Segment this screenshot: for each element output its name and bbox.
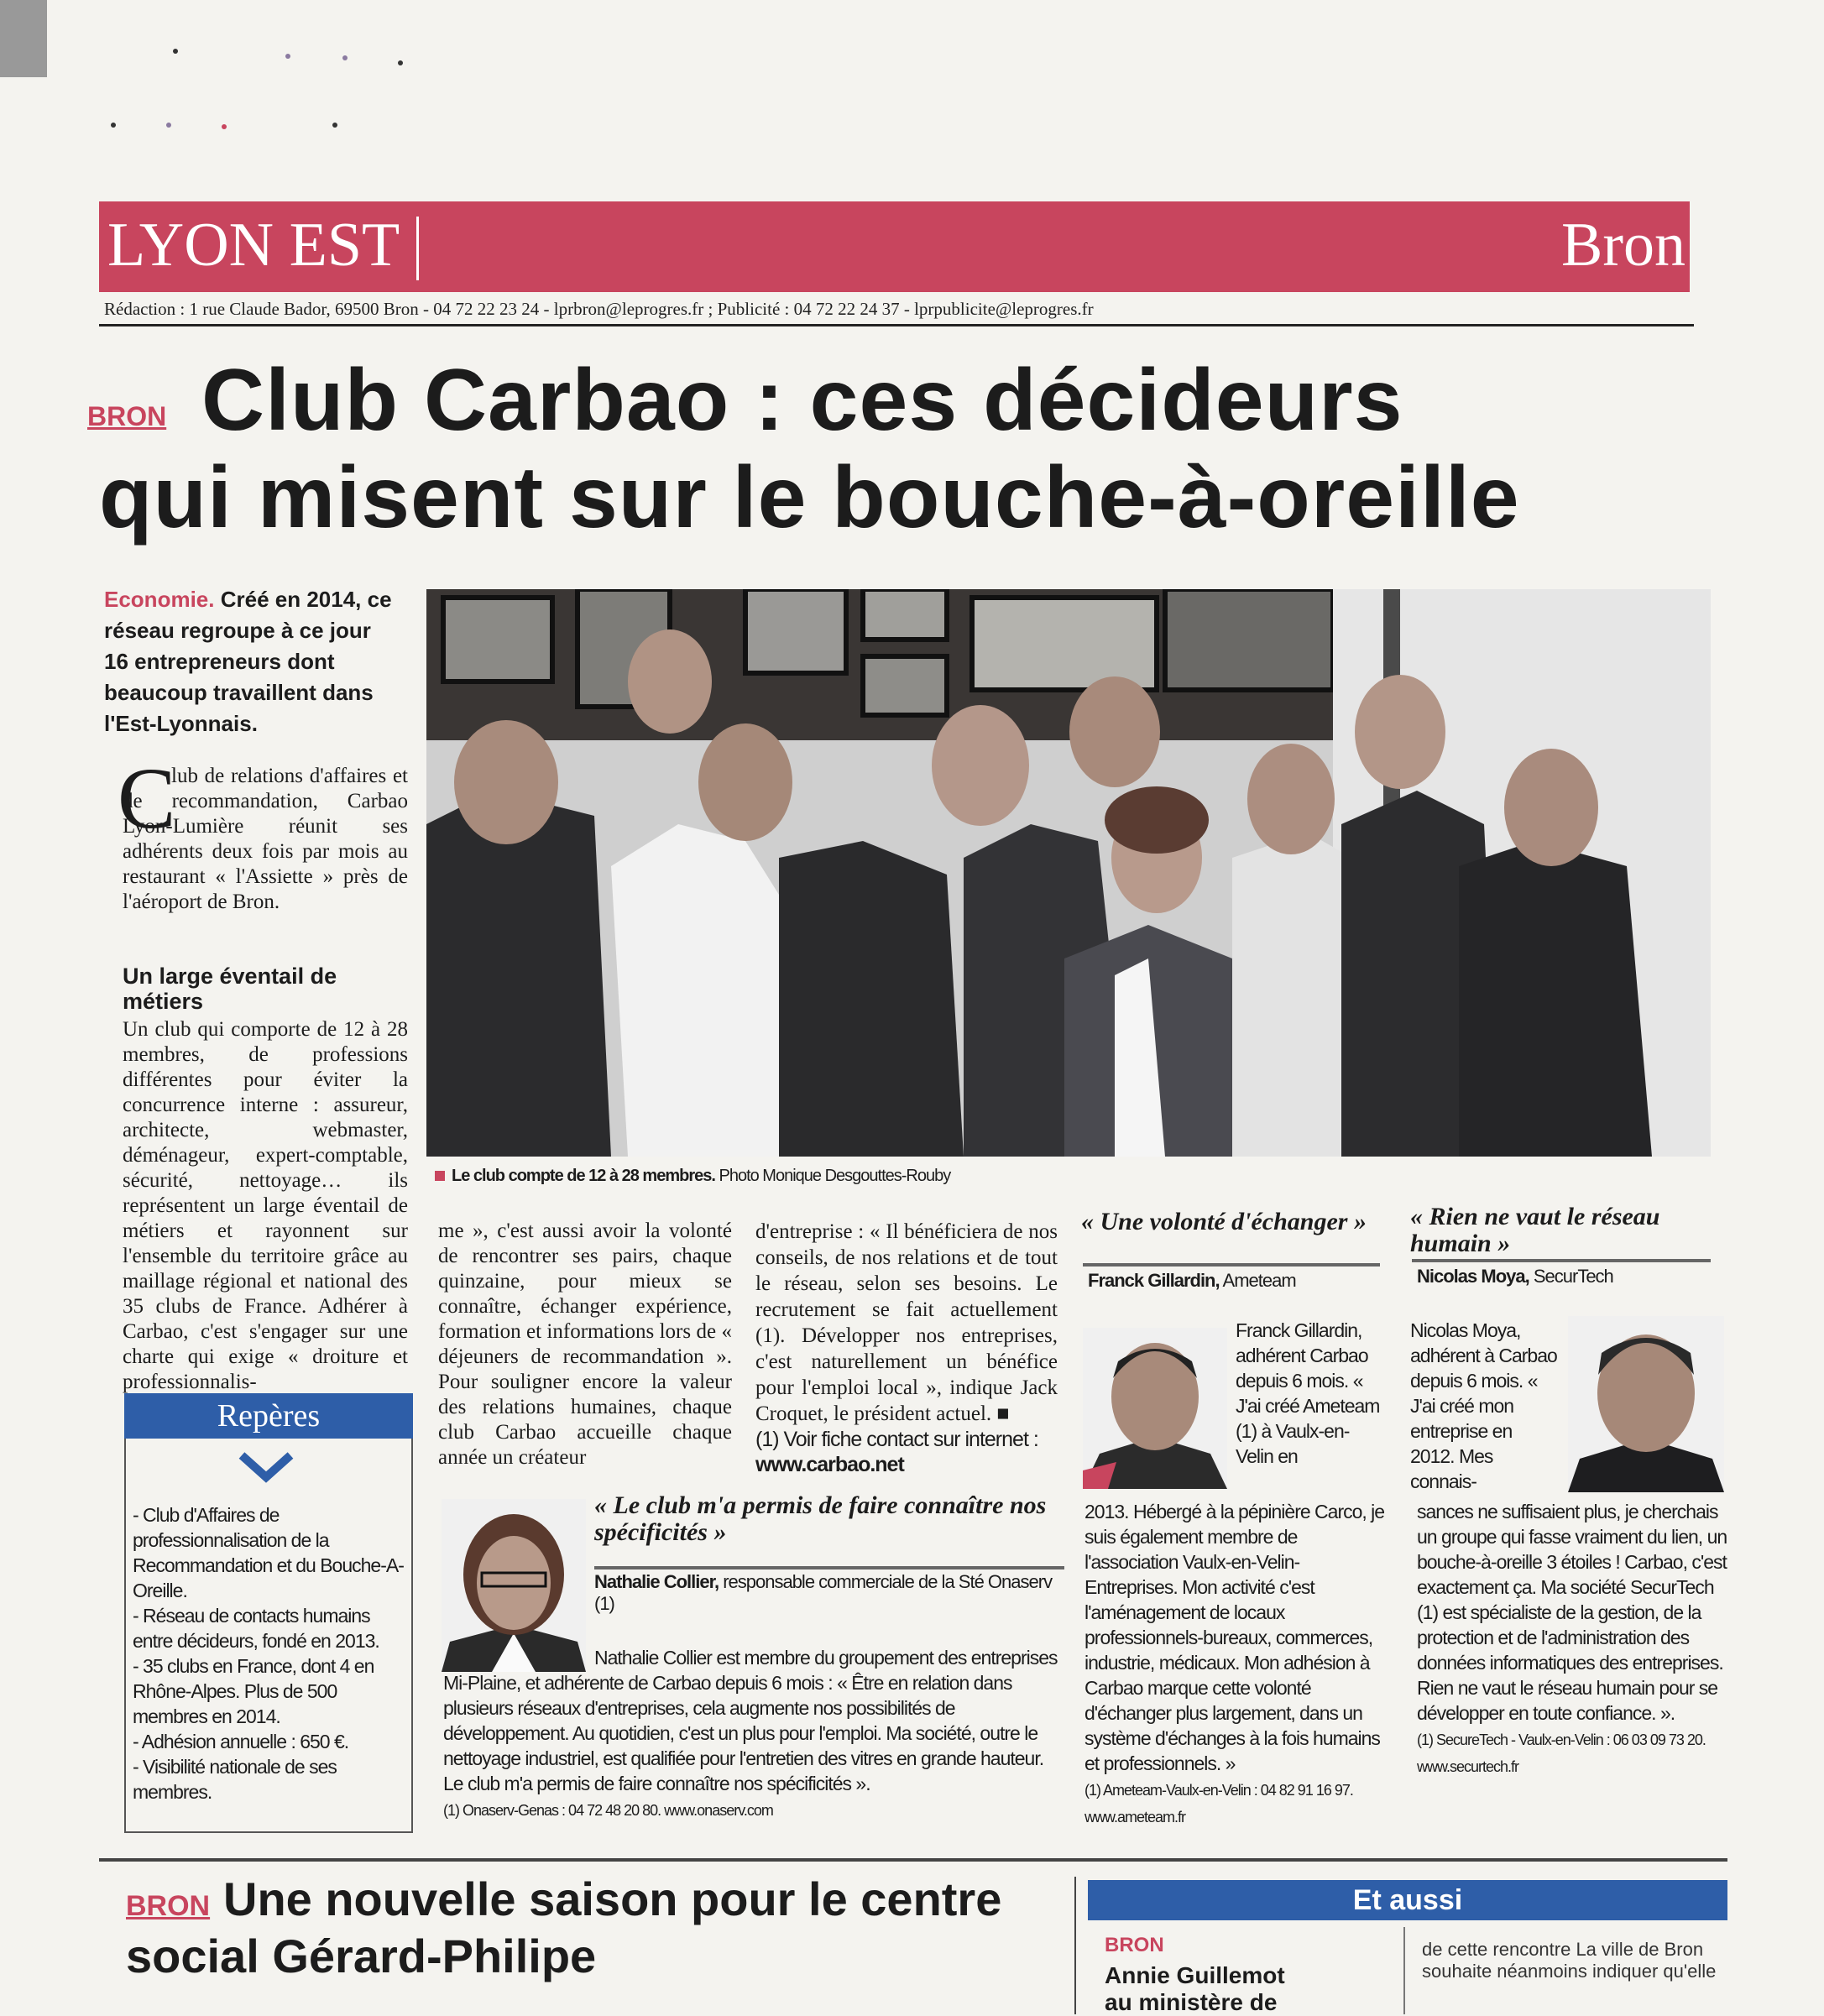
contact-note: (1) Voir fiche contact sur internet : [755, 1428, 1038, 1451]
interviewee-name: Nathalie Collier, [594, 1571, 719, 1592]
headline-line-2: qui misent sur le bouche-à-oreille [99, 449, 1520, 546]
interview-body-text: 2013. Hébergé à la pépinière Carco, je suis également membre de l'association Vaulx-en-Velin-Entreprises. Mon activité c'est l'aménagement de locaux professionnels-bureaux, commerces, industrie, médicaux. Mon adhésion à Carbao marque cette volonté d'échanger plus largement, dans un système d'échanges à la fois humains et professionnels. » [1084, 1501, 1385, 1774]
group-photo [426, 589, 1711, 1157]
footer-headline-line-1: Une nouvelle saison pour le centre [223, 1872, 1002, 1925]
footer-headline-line-2: social Gérard-Philipe [126, 1930, 597, 1982]
interview-body [443, 1645, 1064, 1823]
interview-body-text: sances ne suffisaient plus, je cherchais un groupe qui fasse vraiment du lien, un bouche-à-oreille 3 étoiles ! Carbao, c'est exactement ça. Ma société SecurTech (1) est spécialiste de la gestion, de la protection et de l'administration des données informatiques des entreprises. Rien ne vaut le réseau humain pour se développer en toute confiance. ». [1417, 1501, 1727, 1724]
reperes-item: - Réseau de contacts humains entre décideurs, fondé en 2013. [133, 1605, 379, 1652]
article-kicker: BRON [87, 401, 167, 431]
et-aussi-kicker: BRON [1105, 1934, 1164, 1956]
et-aussi-headline-line-1: Annie Guillemot [1105, 1962, 1285, 1988]
decor-dot [332, 123, 337, 128]
interview-body [1417, 1499, 1727, 1779]
chapo [104, 584, 398, 739]
et-aussi-headline-line-2: au ministère de [1105, 1989, 1278, 2015]
decor-dot [342, 55, 348, 60]
reperes-item: - Club d'Affaires de professionnalisation de la Recommandation et du Bouche-A-Oreille. [133, 1504, 404, 1601]
decor-dot [166, 123, 171, 128]
interview-byline [594, 1571, 1064, 1615]
body-column-1: Un club qui comporte de 12 à 28 membres, de professions différentes pour éviter la concurrence interne : assureur, architecte, webmaster, déménageur, expert-comptable, sécurité, nettoyage… ils représentent un large éventail de métiers et rayonnent sur l'ensemble du territoire grâce au maillage régional et national des 35 clubs de France. Adhérer à Carbao, c'est s'engager sur une charte qui exige « droiture et professionnalis- [123, 1018, 408, 1393]
chevron-down-icon [237, 1450, 295, 1484]
drop-cap: C [118, 750, 176, 847]
interviewee-name: Nicolas Moya, [1417, 1266, 1529, 1287]
decor-dot [285, 54, 290, 59]
interviewee-role: responsable commerciale de la Sté Onaserv (1) [594, 1571, 1053, 1614]
body-column-3 [755, 1219, 1058, 1477]
intro-paragraph: lub de relations d'affaires et de recommandation, Carbao Lyon-Lumière réunit ses adhérents deux fois par mois au restaurant « l'Assiette » près de l'aéroport de Bron. [123, 765, 408, 913]
interview-rule [1412, 1259, 1711, 1262]
interview-byline [1417, 1266, 1613, 1287]
interview-body-text: Nathalie Collier est membre du groupement des entreprises Mi-Plaine, et adhérente de Carbao depuis 6 mois : « Être en relation dans plusieurs réseaux d'entreprises, cela augmente nos possibilités de développement. Au quotidien, c'est un plus pour l'emploi. Ma société, outre le nettoyage industriel, est qualifiée pour l'entretien des vitres en grande hauteur. Le club m'a permis de faire connaître nos spécificités ». [443, 1647, 1058, 1794]
caption-bullet-icon [435, 1171, 445, 1181]
body-column-3-text: d'entreprise : « Il bénéficiera de nos conseils, de nos relations et de tout le réseau, selon ses besoins. Le recrutement se fait actuellement (1). Développer nos entreprises, c'est naturellement un bénéfice pour l'emploi local », indique Jack Croquet, le président actuel. ■ [755, 1220, 1058, 1425]
decor-dot [111, 123, 116, 128]
reperes-item: - Visibilité nationale de ses membres. [133, 1756, 337, 1803]
interview-body [1084, 1499, 1387, 1830]
section-name: LYON EST [107, 211, 400, 279]
decor-dot [398, 60, 403, 65]
carbao-url: www.carbao.net [755, 1453, 904, 1476]
contact-line: Rédaction : 1 rue Claude Bador, 69500 Bron - 04 72 22 23 24 - lprbron@leprogres.fr ; Publicité : 04 72 22 24 37 - lprpublicite@leprogres.fr [104, 299, 1094, 319]
decor-dot [222, 124, 227, 129]
reperes-item: - 35 clubs en France, dont 4 en Rhône-Alpes. Plus de 500 membres en 2014. [133, 1655, 374, 1727]
interview-rule [1083, 1263, 1380, 1267]
section-divider [416, 217, 419, 280]
decor-dot [173, 49, 178, 54]
interview-byline [1088, 1270, 1296, 1292]
reperes-item: - Adhésion annuelle : 650 €. [133, 1731, 349, 1752]
subhead: Un large éventail de métiers [123, 964, 337, 1014]
interview-title: « Une volonté d'échanger » [1081, 1208, 1367, 1235]
caption-text: Le club compte de 12 à 28 membres. [452, 1167, 715, 1185]
photo-credit: Photo Monique Desgouttes-Rouby [719, 1167, 951, 1185]
interview-body-intro: Franck Gillardin, adhérent Carbao depuis 6 mois. « J'ai créé Ameteam (1) à Vaulx-en-Velin en [1236, 1319, 1380, 1467]
page-corner-shadow [0, 0, 47, 77]
interviewee-name: Franck Gillardin, [1088, 1270, 1220, 1291]
portrait-moya [1568, 1316, 1724, 1492]
et-aussi-title: Et aussi [1352, 1884, 1463, 1916]
interview-note: (1) Ameteam-Vaulx-en-Velin : 04 82 91 16 97. www.ameteam.fr [1084, 1782, 1353, 1825]
header-rule [99, 324, 1694, 326]
interviewee-company: Ameteam [1222, 1270, 1296, 1291]
interview-title: « Le club m'a permis de faire connaître nos spécificités » [594, 1491, 1047, 1546]
interview-note: (1) Onaserv-Genas : 04 72 48 20 80. www.onaserv.com [443, 1802, 773, 1819]
reperes-title: Repères [124, 1393, 413, 1439]
interview-title: « Rien ne vaut le réseau humain » [1410, 1203, 1660, 1257]
body-column-2: me », c'est aussi avoir la volonté de rencontrer ses pairs, chaque quinzaine, pour mieux se connaître, échanger expérience, formation et informations lors de « déjeuners de recommandation ». Pour souligner encore la valeur des relations humaines, chaque club Carbao accueille chaque année un créateur [438, 1220, 732, 1469]
chapo-text: Créé en 2014, ce réseau regroupe à ce jour 16 entrepreneurs dont beaucoup travaillent dans l'Est-Lyonnais. [104, 587, 392, 736]
portrait-gillardin [1083, 1328, 1227, 1489]
interviewee-company: SecurTech [1533, 1266, 1613, 1287]
et-aussi-divider [1403, 1927, 1405, 2014]
photo-caption [435, 1167, 950, 1186]
city-name: Bron [1561, 211, 1686, 279]
headline-line-1: Club Carbao : ces décideurs [201, 352, 1403, 449]
reperes-list [133, 1502, 410, 1804]
footer-rule [99, 1858, 1727, 1862]
interview-body-intro: Nicolas Moya, adhérent à Carbao depuis 6 mois. « J'ai créé mon entreprise en 2012. Mes connais- [1410, 1319, 1557, 1492]
footer-kicker: BRON [126, 1890, 211, 1922]
chapo-label: Economie. [104, 587, 215, 612]
interview-note: (1) SecureTech - Vaulx-en-Velin : 06 03 09 73 20. www.securtech.fr [1417, 1731, 1706, 1775]
column-divider [1074, 1877, 1076, 2014]
interview-rule [594, 1566, 1064, 1569]
et-aussi-text: de cette rencontre La ville de Bron souhaite néanmoins indiquer qu'elle [1422, 1939, 1717, 1982]
